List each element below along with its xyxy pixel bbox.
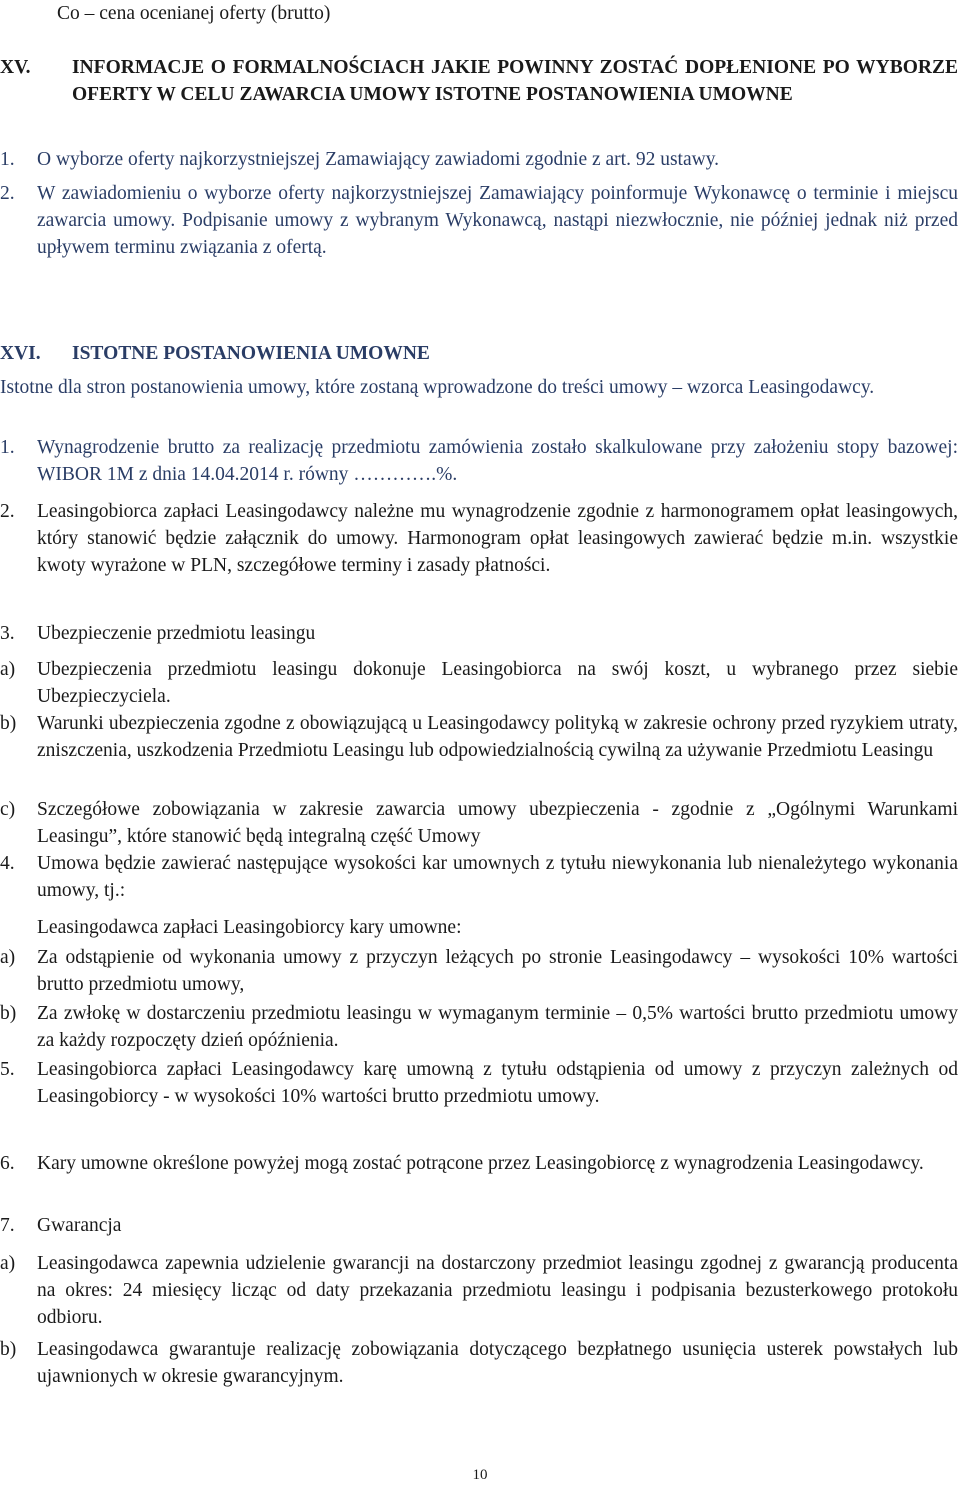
xvi-item-7a: a) Leasingodawca zapewnia udzielenie gwarancji na dostarczony przedmiot leasingu zgodnej z gwarancją producenta na okres: 24 miesięcy licząc od daty przekazania przedmiotu leasingu i podpisania bezusterkowego protokołu odbioru. xyxy=(0,1253,958,1328)
section-title: INFORMACJE O FORMALNOŚCIACH JAKIE POWINNY ZOSTAĆ DOPŁENIONE PO WYBORZE OFERTY W CELU ZAWARCIA UMOWY ISTOTNE POSTANOWIENIA UMOWNE xyxy=(72,57,958,105)
section-number: XV. xyxy=(0,57,31,78)
penalty-b: b) Za zwłokę w dostarczeniu przedmiotu leasingu w wymaganym terminie – 0,5% wartości brutto przedmiotu umowy za każdy rozpoczęty dzień opóźnienia. xyxy=(0,1003,958,1051)
penalty-a: a) Za odstąpienie od wykonania umowy z przyczyn leżących po stronie Leasingodawcy – wysokości 10% wartości brutto przedmiotu umowy, xyxy=(0,947,958,995)
xvi-item-5: 5. Leasingobiorca zapłaci Leasingodawcy karę umowną z tytułu odstąpienia od umowy z przyczyn zależnych od Leasingobiorcy - w wysokości 10% wartości brutto przedmiotu umowy. xyxy=(0,1059,958,1107)
section-xv-item-1: 1. O wyborze oferty najkorzystniejszej Zamawiający zawiadomi zgodnie z art. 92 ustawy. xyxy=(0,149,720,170)
section-xvi-heading xyxy=(0,340,958,367)
xvi-item-4: 4. Umowa będzie zawierać następujące wysokości kar umownych z tytułu niewykonania lub nienależytego wykonania umowy, tj.: xyxy=(0,853,958,901)
xvi-item-3b: b) Warunki ubezpieczenia zgodne z obowiązującą u Leasingodawcy polityką w zakresie ochrony przed ryzykiem utraty, zniszczenia, uszkodzenia Przedmiotu Leasingu lub odpowiedzialnością cywilną za używanie Przedmiotu Leasingu xyxy=(0,713,958,761)
section-number: XVI. xyxy=(0,343,41,364)
price-legend-line: Co – cena ocenianej oferty (brutto) xyxy=(57,3,331,24)
xvi-item-3: 3. Ubezpieczenie przedmiotu leasingu xyxy=(0,623,316,644)
penalties-intro: Leasingodawca zapłaci Leasingobiorcy kary umowne: xyxy=(37,917,462,938)
section-xv-item-2: 2. W zawiadomieniu o wyborze oferty najkorzystniejszej Zamawiający poinformuje Wykonawcę o terminie i miejscu zawarcia umowy. Podpisanie umowy z wybranym Wykonawcą, nastąpi niezwłocznie, nie później jednak niż przed upływem terminu związania z ofertą. xyxy=(0,183,958,258)
xvi-item-1: 1. Wynagrodzenie brutto za realizację przedmiotu zamówienia zostało skalkulowane przy założeniu stopy bazowej: WIBOR 1M z dnia 14.04.2014 r. równy ………….%. xyxy=(0,437,958,485)
xvi-item-2: 2. Leasingobiorca zapłaci Leasingodawcy należne mu wynagrodzenie zgodnie z harmonogramem opłat leasingowych, który stanowić będzie załącznik do umowy. Harmonogram opłat leasingowych zawierać będzie m.in. wszystkie kwoty wyrażone w PLN, szczegółowe terminy i zasady płatności. xyxy=(0,501,958,576)
xvi-item-7: 7. Gwarancja xyxy=(0,1215,122,1236)
xvi-item-7b: b) Leasingodawca gwarantuje realizację zobowiązania dotyczącego bezpłatnego usunięcia usterek powstałych lub ujawnionych w okresie gwarancyjnym. xyxy=(0,1339,958,1387)
xvi-item-6: 6. Kary umowne określone powyżej mogą zostać potrącone przez Leasingobiorcę z wynagrodzenia Leasingodawcy. xyxy=(0,1153,924,1174)
section-xv-heading xyxy=(0,54,958,108)
xvi-item-3c: c) Szczegółowe zobowiązania w zakresie zawarcia umowy ubezpieczenia - zgodnie z „Ogólnymi Warunkami Leasingu”, które stanowić będą integralną część Umowy xyxy=(0,799,958,847)
section-xvi-intro: Istotne dla stron postanowienia umowy, które zostaną wprowadzone do treści umowy – wzorca Leasingodawcy. xyxy=(0,377,875,398)
xvi-item-3a: a) Ubezpieczenia przedmiotu leasingu dokonuje Leasingobiorca na swój koszt, u wybranego przez siebie Ubezpieczyciela. xyxy=(0,659,958,707)
page-number: 10 xyxy=(472,1467,488,1483)
section-title: ISTOTNE POSTANOWIENIA UMOWNE xyxy=(72,343,430,364)
